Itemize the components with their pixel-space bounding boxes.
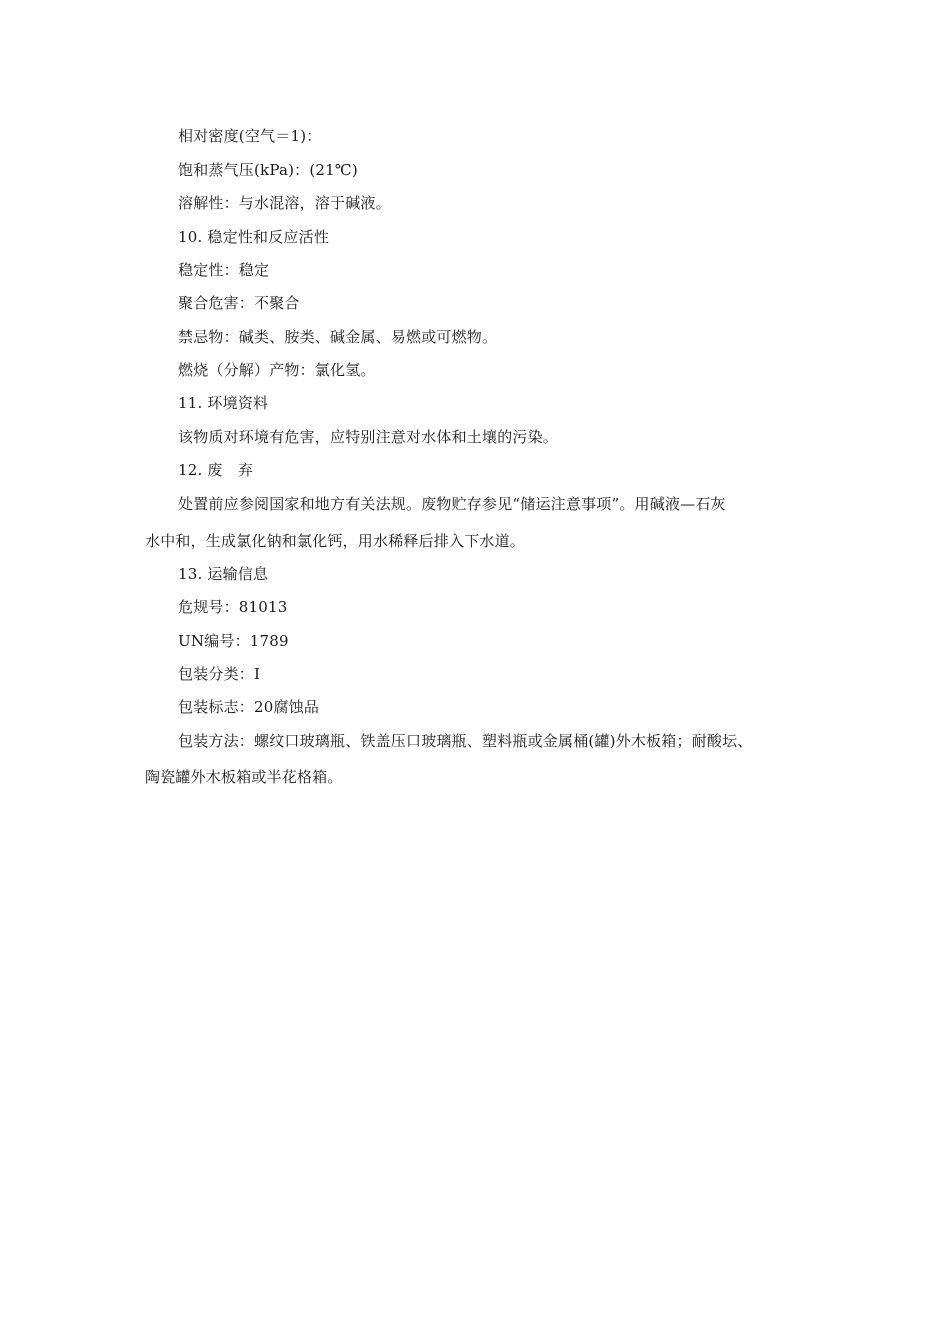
packing-method-line-2: 陶瓷罐外木板箱或半花格箱。 xyxy=(145,768,343,786)
dangerous-goods-number-line: 危规号：81013 xyxy=(178,598,288,616)
disposal-line-1: 处置前应参阅国家和地方有关法规。废物贮存参见“储运注意事项”。用碱液—石灰 xyxy=(178,495,726,513)
relative-density-line: 相对密度(空气＝1)： xyxy=(178,127,322,145)
section-13-heading: 13. 运输信息 xyxy=(178,565,269,583)
section-11-heading: 11. 环境资料 xyxy=(178,394,269,412)
disposal-line-2: 水中和，生成氯化钠和氯化钙，用水稀释后排入下水道。 xyxy=(145,532,526,550)
vapor-pressure-line: 饱和蒸气压(kPa)：(21℃) xyxy=(178,161,358,179)
solubility-line: 溶解性：与水混溶，溶于碱液。 xyxy=(178,194,391,212)
packing-method-line-1: 包装方法：螺纹口玻璃瓶、铁盖压口玻璃瓶、塑料瓶或金属桶(罐)外木板箱；耐酸坛、 xyxy=(178,732,753,750)
combustion-products-line: 燃烧（分解）产物：氯化氢。 xyxy=(178,361,376,379)
section-12-heading: 12. 废 弃 xyxy=(178,461,254,479)
section-10-heading: 10. 稳定性和反应活性 xyxy=(178,228,330,246)
packing-label-line: 包装标志：20腐蚀品 xyxy=(178,698,320,716)
polymerization-hazard-line: 聚合危害：不聚合 xyxy=(178,294,300,312)
incompatible-materials-line: 禁忌物：碱类、胺类、碱金属、易燃或可燃物。 xyxy=(178,328,498,346)
environment-info-line: 该物质对环境有危害，应特别注意对水体和土壤的污染。 xyxy=(178,428,559,446)
packing-group-line: 包装分类：I xyxy=(178,665,261,683)
un-number-line: UN编号：1789 xyxy=(178,632,289,650)
stability-line: 稳定性：稳定 xyxy=(178,261,270,279)
